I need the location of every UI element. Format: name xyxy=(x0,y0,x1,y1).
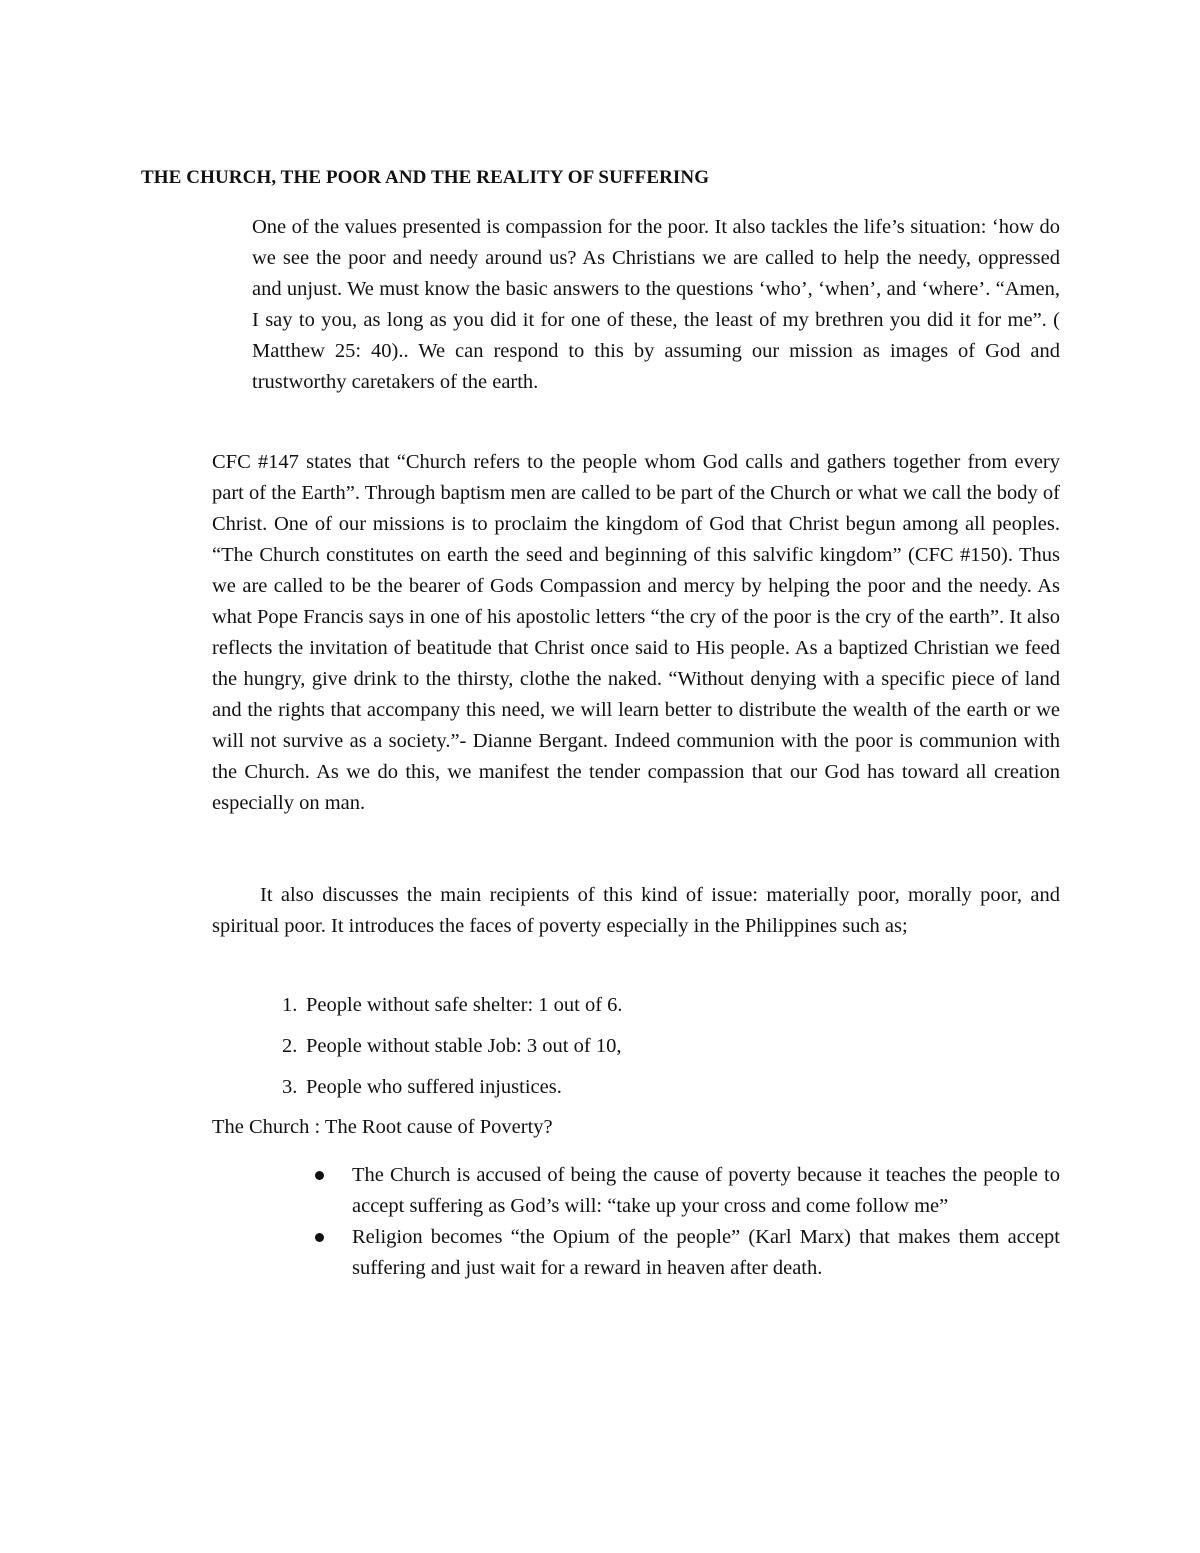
list-item xyxy=(282,990,623,1031)
poverty-faces-list xyxy=(282,990,623,1113)
bullet-text: The Church is accused of being the cause of poverty because it teaches the people to accept suffering as God’s will: “take up your cross and come follow me” xyxy=(352,1164,1060,1217)
list-text: People without safe shelter: 1 out of 6. xyxy=(306,994,623,1016)
list-text: People who suffered injustices. xyxy=(306,1076,562,1098)
bullet-dot-icon xyxy=(315,1233,324,1242)
bullet-list xyxy=(312,1160,1060,1284)
paragraph-church-definition: CFC #147 states that “Church refers to the people whom God calls and gathers together from every part of the Earth”. Through baptism men are called to be part of the Church or what we call the body of Christ. One of our missions is to proclaim the kingdom of God that Christ begun among all peoples. “The Church constitutes on earth the seed and beginning of this salvific kingdom” (CFC #150). Thus we are called to be the bearer of Gods Compassion and mercy by helping the poor and the needy. As what Pope Francis says in one of his apostolic letters “the cry of the poor is the cry of the earth”. It also reflects the invitation of beatitude that Christ once said to His people. As a baptized Christian we feed the hungry, give drink to the thirsty, clothe the naked. “Without denying with a specific piece of land and the rights that accompany this need, we will learn better to distribute the wealth of the earth or we will not survive as a society.”- Dianne Bergant. Indeed communion with the poor is communion with the Church. As we do this, we manifest the tender compassion that our God has toward all creation especially on man. xyxy=(212,451,1060,814)
list-number: 2. xyxy=(282,1035,298,1057)
paragraph-recipients: It also discusses the main recipients of this kind of issue: materially poor, morally poor, and spiritual poor. It introduces the faces of poverty especially in the Philippines such as; xyxy=(212,884,1060,937)
bullet-item xyxy=(312,1222,1060,1284)
section-subheading: The Church : The Root cause of Poverty? xyxy=(212,1116,553,1138)
document-title: THE CHURCH, THE POOR AND THE REALITY OF SUFFERING xyxy=(141,167,710,188)
list-number: 1. xyxy=(282,994,298,1016)
bullet-item xyxy=(312,1160,1060,1222)
paragraph-compassion: One of the values presented is compassion for the poor. It also tackles the life’s situation: ‘how do we see the poor and needy around us? As Christians we are called to help the needy, oppressed and unjust. We must know the basic answers to the questions ‘who’, ‘when’, and ‘where’. “Amen, I say to you, as long as you did it for one of these, the least of my brethren you did it for me”. ( Matthew 25: 40).. We can respond to this by assuming our mission as images of God and trustworthy caretakers of the earth. xyxy=(252,216,1060,393)
list-item xyxy=(282,1072,623,1113)
list-text: People without stable Job: 3 out of 10, xyxy=(306,1035,622,1057)
bullet-text: Religion becomes “the Opium of the people” (Karl Marx) that makes them accept suffering and just wait for a reward in heaven after death. xyxy=(352,1226,1060,1279)
list-number: 3. xyxy=(282,1076,298,1098)
bullet-dot-icon xyxy=(315,1171,324,1180)
list-item xyxy=(282,1031,623,1072)
